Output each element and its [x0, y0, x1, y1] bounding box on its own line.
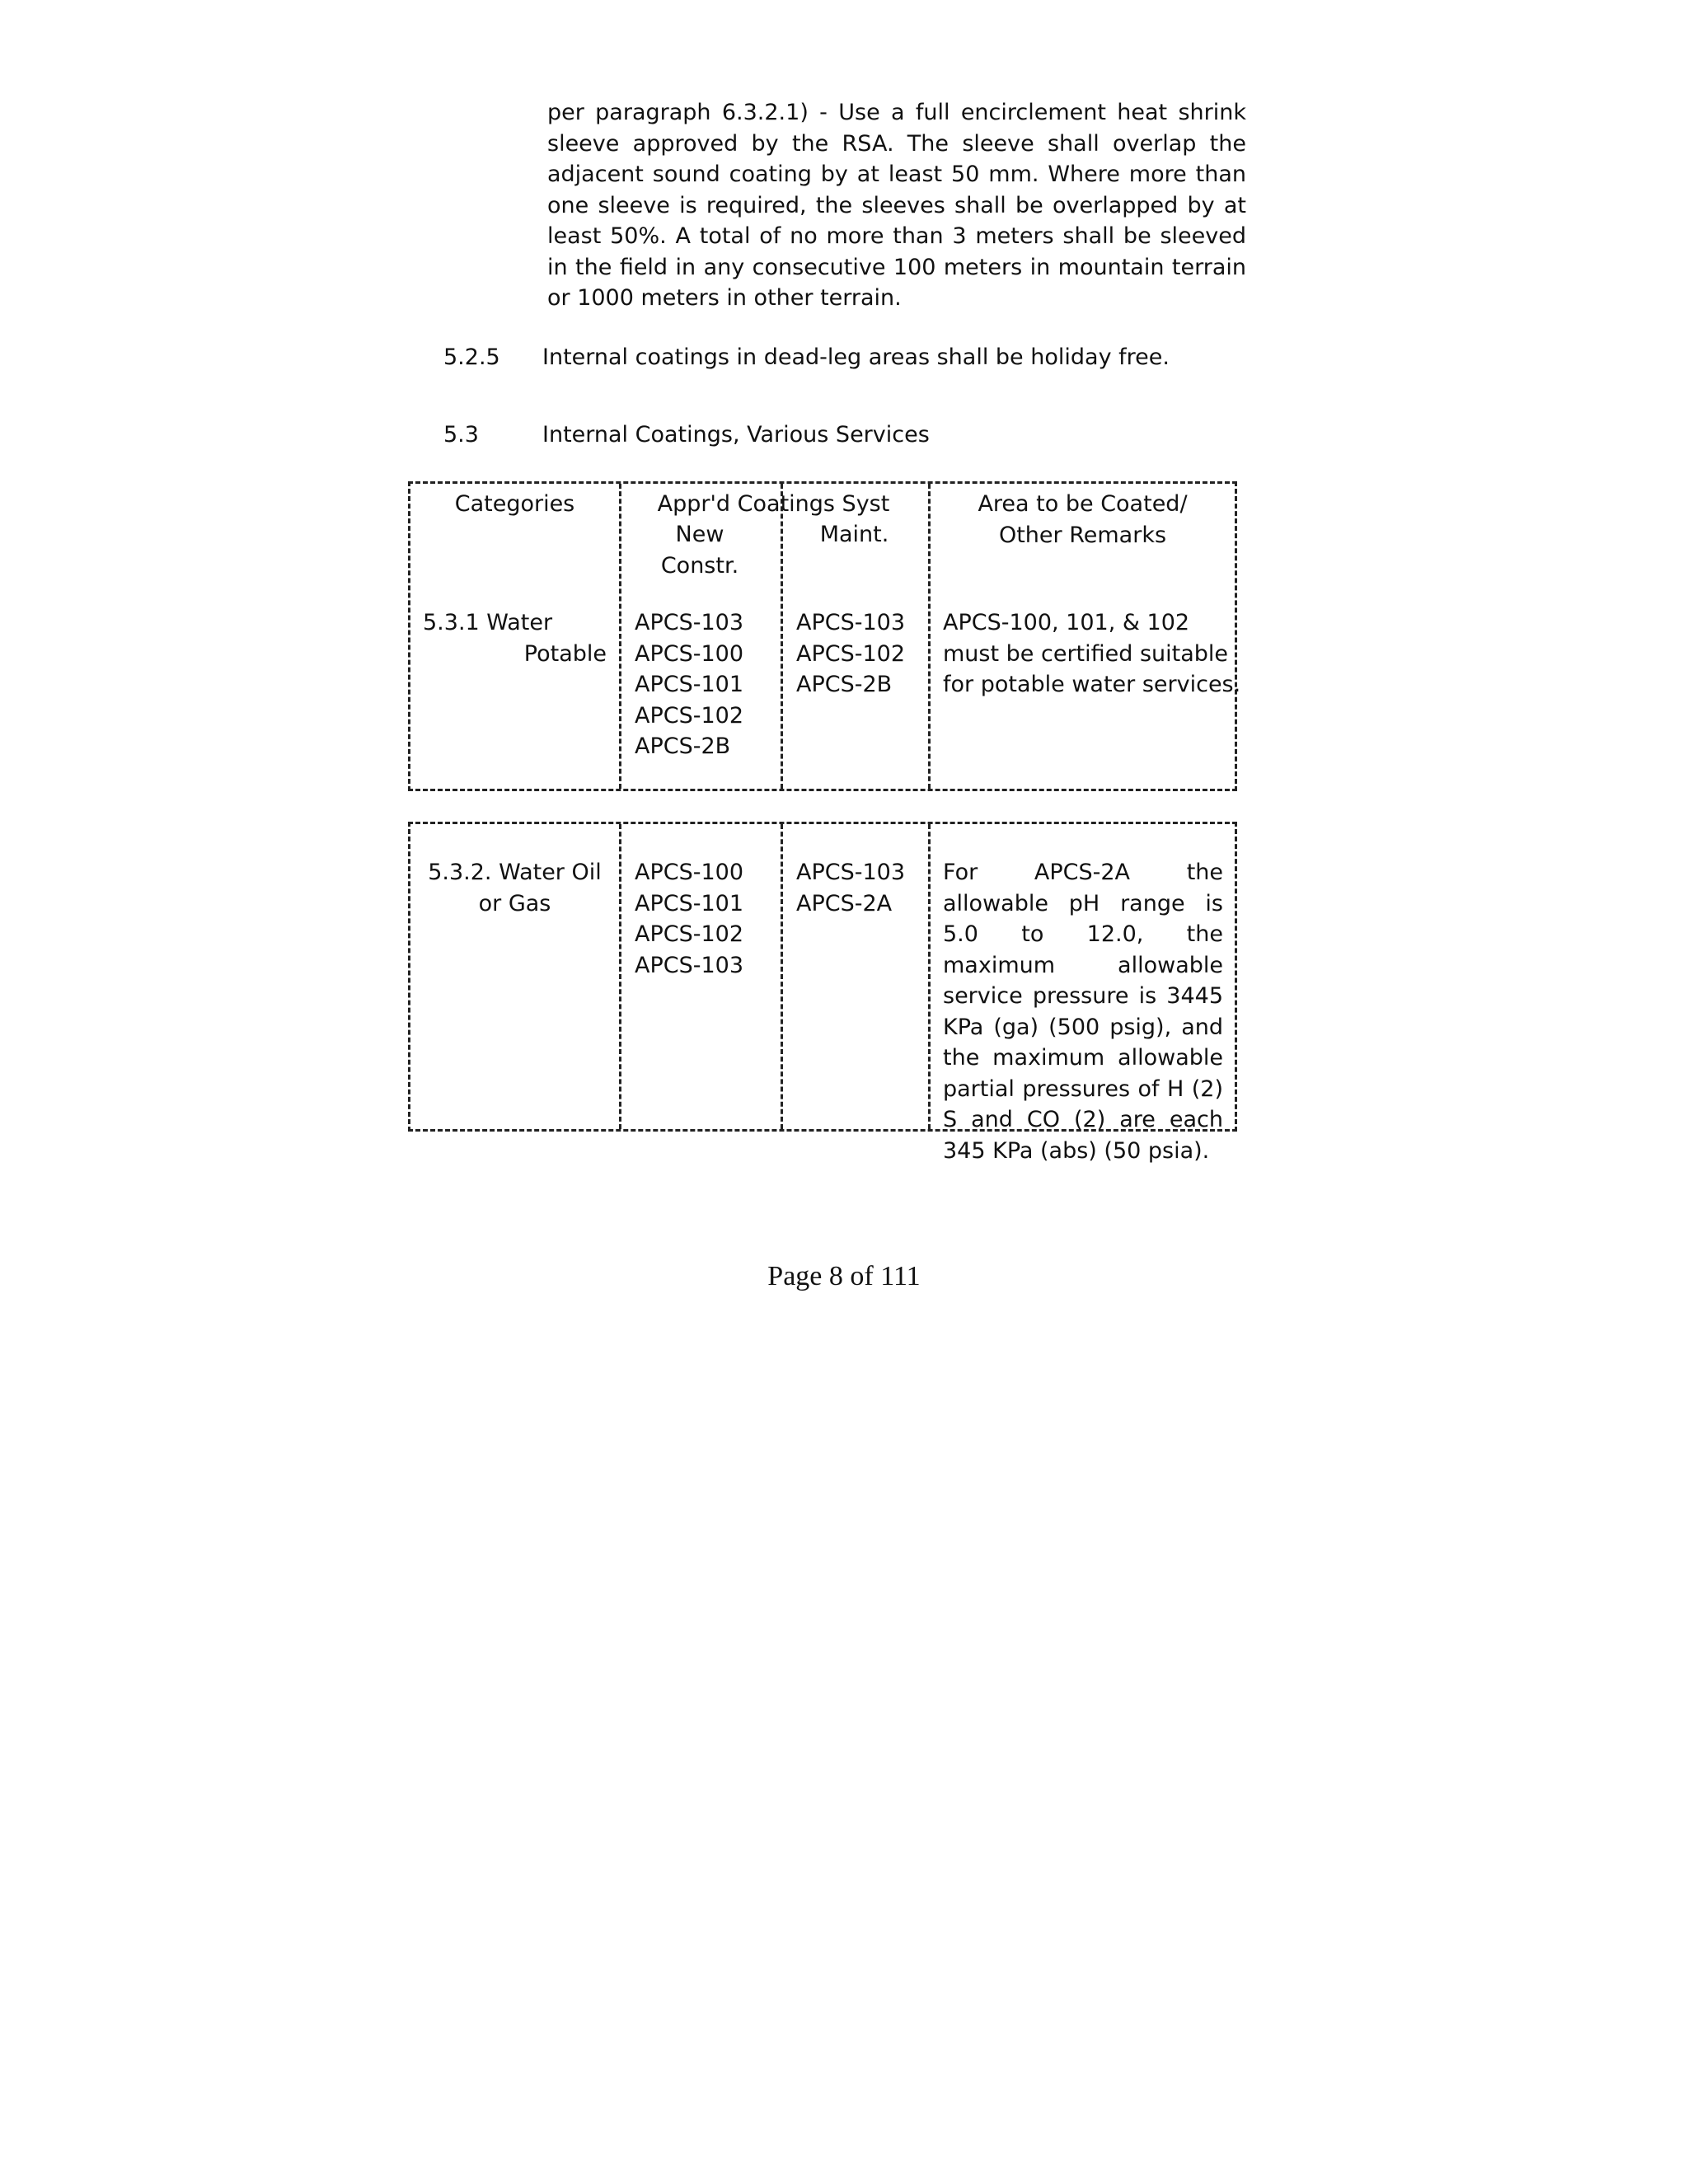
continuation-paragraph: per paragraph 6.3.2.1) - Use a full encirclement heat shrink sleeve approved by the RSA. The sleeve shall overlap the adjacent sound coating by at least 50 mm. Where more than one sleeve is required, the sleeves shall be overlapped by at least 50%. A total of no more than 3 meters shall be sleeved in the field in any consecutive 100 meters in mountain terrain or 1000 meters in other terrain.: [547, 100, 1246, 311]
row-maint-systems: APCS-103 APCS-102 APCS-2B: [796, 610, 906, 697]
section-number: 5.3: [443, 422, 479, 448]
row-remarks: APCS-100, 101, & 102 must be certified suitable for potable water services.: [943, 610, 1241, 697]
section-text: Internal Coatings, Various Services: [542, 422, 930, 448]
row-remarks: For APCS-2A the allowable pH range is 5.0 to 12.0, the maximum allowable service pressure is 3445 KPa (ga) (500 psig), and the maximum allowable partial pressures of H (2) S and CO (2) are each 345 KPa (abs) (50 psia).: [943, 860, 1223, 1164]
row-category-water-oil-gas: 5.3.2. Water Oil or Gas: [428, 860, 602, 916]
column-divider: [619, 824, 621, 1129]
header-new-construction: New Constr.: [660, 522, 739, 579]
column-divider: [781, 824, 783, 1129]
column-divider: [928, 824, 931, 1129]
section-text: Internal coatings in dead-leg areas shall be holiday free.: [542, 344, 1170, 370]
section-number: 5.2.5: [443, 344, 500, 370]
header-categories: Categories: [454, 491, 575, 517]
header-maintenance: Maint.: [819, 522, 889, 547]
page-number: Page 8 of 111: [767, 1261, 921, 1291]
row-new-systems: APCS-103 APCS-100 APCS-101 APCS-102 APCS-2B: [635, 610, 744, 759]
row-maint-systems: APCS-103 APCS-2A: [796, 860, 906, 916]
header-remarks: Area to be Coated/ Other Remarks: [978, 491, 1188, 548]
coatings-table-oil-gas: [408, 822, 1237, 1164]
row-new-systems: APCS-100 APCS-101 APCS-102 APCS-103: [635, 860, 744, 978]
row-category-water-potable: 5.3.1 Water Potable: [423, 610, 607, 667]
header-systems: Appr'd Coatings Syst: [657, 491, 890, 517]
coatings-table-potable: [408, 481, 1241, 791]
